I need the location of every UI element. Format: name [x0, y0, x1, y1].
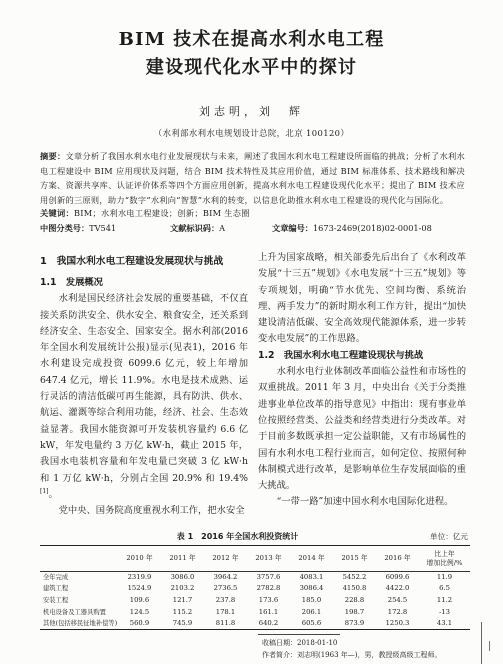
table-cell: 124.5: [129, 607, 150, 616]
paragraph-text: 水利是国民经济社会发展的重要基础，不仅直接关系防洪安全、供水安全、粮食安全，还关系到经济安全、生态安全、国家安全。据水利部(2016 年全国水利发展统计公报)显示(见表1)，2016 年水利建设完成投资 6099.6 亿元，较上年增加 647.4 亿元，增长 11.9%。水电是技术成熟、运行灵活的清洁低碳可再生能源，具有防洪、供水、航运、灌溉等综合利用功能，经济、社会、生态效益显著。我国水能资源可开发装机容量约 6.6 亿 kW，年发电量约 3 万亿 kW·h，截止 2015 年，我国水电装机容量和年发电量已突破 3 亿 kW·h 和 1 万亿 kW·h，分别占全国 20.9% 和 19.4%: [40, 293, 248, 484]
received-date: 收稿日期：2018-01-10: [262, 639, 338, 647]
table-caption: 表 1 2016 年全国水利投资统计: [176, 532, 299, 541]
change-header-line-2: 增加比例/%: [426, 558, 463, 567]
year-header: 2015 年: [341, 554, 368, 562]
table-cell: 1250.3: [385, 618, 410, 627]
table-unit: 单位：亿元: [430, 532, 468, 541]
table-cell: 560.9: [129, 618, 150, 627]
clc-label: 中图分类号：: [40, 223, 90, 233]
table-cell: 2103.2: [170, 584, 195, 593]
article-no-group: [272, 221, 432, 235]
table-cell: 1524.9: [127, 584, 152, 593]
table-cell: 745.9: [172, 618, 193, 627]
title-line-1: BIM 技术在提高水利水电工程: [118, 29, 385, 50]
table-row: [40, 572, 470, 584]
paragraph: 党中央、国务院高度重视水利工作，把水安全: [58, 505, 245, 517]
table-row: [40, 595, 470, 607]
table-body: [40, 572, 470, 630]
table-cell: 173.6: [258, 595, 279, 604]
table-cell: 254.5: [387, 595, 408, 604]
change-cell: -13: [439, 607, 450, 616]
table-cell: 2736.5: [213, 584, 238, 593]
table-cell: 2782.8: [256, 584, 281, 593]
keywords-text: BIM；水利水电工程建设；创新；BIM 生态圈: [73, 208, 250, 218]
table-row: [40, 583, 470, 595]
abstract: [40, 149, 465, 207]
table-cell: 873.9: [344, 618, 365, 627]
author-line: 刘志明，刘 辉: [199, 105, 304, 118]
table-row: [40, 606, 470, 618]
table-cell: 3964.2: [213, 573, 238, 582]
table-cell: 3086.0: [170, 573, 195, 582]
change-header: [419, 546, 470, 572]
article-no-value: 1673-2469(2018)02-0001-08: [312, 223, 432, 233]
clc-value: TV541: [89, 223, 117, 233]
year-header: 2016 年: [384, 554, 411, 562]
table-cell: 178.1: [215, 607, 236, 616]
table-cell: 185.0: [301, 595, 322, 604]
table-cell: 2319.9: [127, 573, 152, 582]
keywords-label: 关键词：: [40, 208, 74, 218]
clc-group: [40, 221, 170, 235]
affiliation: （水利部水利水电规划设计总院，北京 100120）: [153, 128, 350, 138]
row-label: 建筑工程: [43, 585, 69, 593]
data-table: [40, 545, 470, 630]
scan-edge-mark: [481, 622, 482, 664]
table-cell: 605.6: [301, 618, 322, 627]
paragraph: [40, 291, 248, 503]
table-cell: 4083.1: [299, 573, 324, 582]
row-label: 全年完成: [43, 574, 69, 582]
year-header: 2014 年: [298, 554, 325, 562]
change-cell: 11.2: [436, 595, 453, 604]
row-label: 机电设备及工器具购置: [43, 608, 106, 616]
table-cell: 3757.6: [256, 573, 281, 582]
article-no-label: 文章编号：: [272, 223, 313, 233]
doc-code-label: 文献标识码：: [170, 223, 220, 233]
paragraph: 水利水电行业体制改革面临公益性和市场性的双重挑战。2011 年 3 月，中央出台《关于分类推进事业单位改革的指导意见》中指出：现有事业单位按照经营类、公益类和经营类进行分类改革。对于目前多数既承担一定公益职能，又有市场属性的国有水利水电工程行业而言，如何定位、按照何种体制模式进行改革，是影响单位生存发展面临的重大挑战。: [258, 366, 466, 492]
table-cell: 198.7: [344, 607, 365, 616]
table-cell: 237.8: [215, 595, 236, 604]
paragraph: “一带一路”加速中国水利水电国际化进程。: [276, 496, 454, 508]
abstract-text: 文章分析了我国水利水电行业发展现状与未来，阐述了我国水利水电工程建设所面临的挑战；分析了水利水电工程建设中 BIM 应用现状及问题，结合 BIM 技术特性及其应用价值，通过 BIM 标准体系、技术路线和解决方案、资源共享库、认证评价体系等四个方面应用创新，提高水利水电工程建设现代化水平；提出了 BIM 技术应用创新的三原则，助力“数字”水利向“智慧”水利的转变，以信息化助推水利水电工程建设的现代化与国际化。: [40, 151, 465, 205]
author-bio: 作者简介：刘志明(1963 年—)，男，教授级高级工程师。: [262, 651, 442, 659]
table-cell: 6099.6: [385, 573, 410, 582]
change-cell: 11.9: [436, 573, 453, 582]
subsection-heading: 1.2 我国水利水电工程建设现状与挑战: [258, 349, 424, 361]
year-header: 2013 年: [255, 554, 282, 562]
abstract-label: 摘要：: [40, 151, 66, 161]
table-cell: 5452.2: [342, 573, 367, 582]
table-row: [40, 618, 470, 630]
citation-ref: [1]: [40, 487, 49, 495]
table-header-row: [40, 546, 470, 572]
paragraph-end: 。: [48, 488, 58, 500]
paragraph-continued: 上升为国家战略，相关部委先后出台了《水利改革发展“十三五”规划》《水电发展“十三五”规划》等专项规划，明确“节水优先、空间均衡、系统治理、两手发力”的新时期水利工作方针，提出“加快建设清洁低碳、安全高效现代能源体系，进一步转变水电发展”的工作思路。: [258, 252, 466, 345]
title-line-2: 建设现代化水平中的探讨: [145, 57, 358, 78]
year-header: 2012 年: [212, 554, 239, 562]
table-cell: 161.1: [258, 607, 279, 616]
doc-code-value: A: [219, 223, 226, 233]
table-cell: 109.6: [129, 595, 150, 604]
year-header: 2011 年: [169, 554, 196, 562]
table-cell: 228.8: [344, 595, 365, 604]
table-cell: 206.1: [301, 607, 322, 616]
table-cell: 172.8: [387, 607, 408, 616]
scan-edge-mark: [489, 641, 490, 651]
doc-code-group: [170, 221, 272, 235]
table-cell: 4150.8: [342, 584, 367, 593]
paper-title: [0, 26, 503, 82]
change-cell: 6.5: [439, 584, 450, 593]
year-header: 2010 年: [126, 554, 153, 562]
right-column: [258, 250, 466, 524]
keywords: [40, 206, 465, 220]
section-heading: 1 我国水利水电工程建设发展现状与挑战: [40, 256, 224, 267]
table-cell: 3086.4: [299, 584, 324, 593]
row-label: 其他(包括移民征地补偿等): [43, 619, 118, 627]
header-blank-cell: [40, 546, 118, 572]
row-label: 安装工程: [43, 596, 69, 604]
classification-line: [40, 221, 465, 235]
subsection-heading: 1.1 发展概况: [40, 277, 103, 288]
table-cell: 811.8: [215, 618, 236, 627]
table-cell: 121.7: [172, 595, 193, 604]
footnote-rule: [258, 634, 340, 635]
table-cell: 4422.0: [385, 584, 410, 593]
table-cell: 115.2: [172, 607, 193, 616]
left-column: [40, 254, 248, 524]
change-cell: 43.1: [436, 618, 453, 627]
table-cell: 640.2: [258, 618, 279, 627]
change-header-line-1: 比上年: [434, 549, 455, 558]
